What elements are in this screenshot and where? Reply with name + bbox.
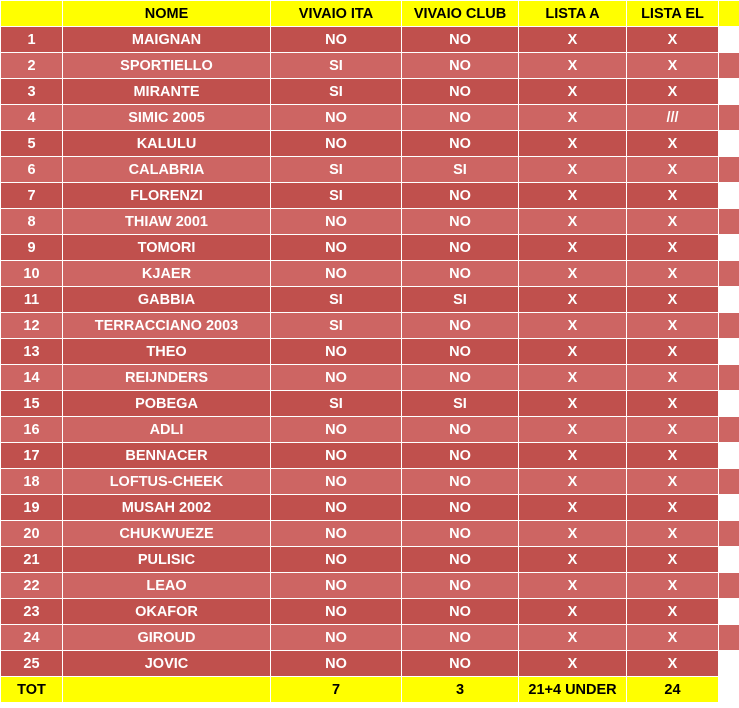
column-header-vivaio-ita: VIVAIO ITA (271, 1, 402, 27)
row-vivaio-club: NO (402, 209, 519, 235)
row-vivaio-ita: NO (271, 417, 402, 443)
row-lista-a: X (519, 105, 627, 131)
row-number: 20 (1, 521, 63, 547)
row-vivaio-club: NO (402, 131, 519, 157)
row-name: CHUKWUEZE (63, 521, 271, 547)
row-name: MUSAH 2002 (63, 495, 271, 521)
row-number: 11 (1, 287, 63, 313)
column-header-lista-el: LISTA EL (627, 1, 719, 27)
row-vivaio-ita: NO (271, 625, 402, 651)
table-row (1, 417, 739, 443)
table-row (1, 105, 739, 131)
table-row (1, 547, 739, 573)
row-vivaio-club: NO (402, 183, 519, 209)
row-number: 12 (1, 313, 63, 339)
row-number: 24 (1, 625, 63, 651)
row-tail (719, 573, 739, 599)
table-footer (1, 677, 739, 703)
row-vivaio-ita: NO (271, 599, 402, 625)
row-number: 14 (1, 365, 63, 391)
row-lista-a: X (519, 521, 627, 547)
row-name: OKAFOR (63, 599, 271, 625)
row-tail (719, 495, 739, 521)
row-vivaio-ita: SI (271, 157, 402, 183)
row-lista-a: X (519, 651, 627, 677)
row-lista-el: X (627, 79, 719, 105)
row-number: 9 (1, 235, 63, 261)
table-row (1, 469, 739, 495)
row-name: LOFTUS-CHEEK (63, 469, 271, 495)
row-name: SIMIC 2005 (63, 105, 271, 131)
row-number: 10 (1, 261, 63, 287)
row-number: 1 (1, 27, 63, 53)
row-vivaio-club: NO (402, 417, 519, 443)
row-lista-el: X (627, 573, 719, 599)
table-row (1, 53, 739, 79)
row-lista-a: X (519, 53, 627, 79)
row-tail (719, 599, 739, 625)
row-lista-el: X (627, 27, 719, 53)
row-name: TERRACCIANO 2003 (63, 313, 271, 339)
row-number: 13 (1, 339, 63, 365)
row-number: 8 (1, 209, 63, 235)
table-row (1, 157, 739, 183)
row-tail (719, 131, 739, 157)
row-name: REIJNDERS (63, 365, 271, 391)
row-lista-el: X (627, 53, 719, 79)
table-row (1, 313, 739, 339)
row-vivaio-club: SI (402, 391, 519, 417)
row-lista-el: X (627, 625, 719, 651)
row-tail (719, 209, 739, 235)
table-row (1, 521, 739, 547)
row-vivaio-club: NO (402, 469, 519, 495)
table-row (1, 625, 739, 651)
table-row (1, 391, 739, 417)
row-tail (719, 547, 739, 573)
row-lista-el: X (627, 183, 719, 209)
row-lista-el: X (627, 469, 719, 495)
row-name: THIAW 2001 (63, 209, 271, 235)
row-lista-el: X (627, 599, 719, 625)
row-tail (719, 469, 739, 495)
totals-row (1, 677, 739, 703)
row-tail (719, 261, 739, 287)
row-vivaio-club: NO (402, 573, 519, 599)
row-vivaio-ita: SI (271, 313, 402, 339)
row-number: 3 (1, 79, 63, 105)
row-vivaio-ita: NO (271, 521, 402, 547)
row-number: 25 (1, 651, 63, 677)
row-tail (719, 313, 739, 339)
table-row (1, 131, 739, 157)
row-lista-el: X (627, 209, 719, 235)
row-vivaio-ita: SI (271, 183, 402, 209)
row-vivaio-ita: NO (271, 651, 402, 677)
row-name: BENNACER (63, 443, 271, 469)
table-row (1, 261, 739, 287)
table-row (1, 573, 739, 599)
column-header-number (1, 1, 63, 27)
row-vivaio-club: NO (402, 521, 519, 547)
row-lista-a: X (519, 157, 627, 183)
row-lista-a: X (519, 417, 627, 443)
row-vivaio-club: SI (402, 287, 519, 313)
table-row (1, 183, 739, 209)
row-lista-el: X (627, 521, 719, 547)
row-vivaio-ita: NO (271, 573, 402, 599)
row-vivaio-ita: NO (271, 105, 402, 131)
row-vivaio-ita: NO (271, 495, 402, 521)
row-lista-a: X (519, 443, 627, 469)
row-name: KALULU (63, 131, 271, 157)
row-lista-el: X (627, 443, 719, 469)
row-vivaio-ita: NO (271, 469, 402, 495)
row-lista-el: X (627, 313, 719, 339)
table-row (1, 235, 739, 261)
row-lista-el: X (627, 365, 719, 391)
row-vivaio-club: NO (402, 365, 519, 391)
row-name: KJAER (63, 261, 271, 287)
row-vivaio-club: NO (402, 79, 519, 105)
row-lista-a: X (519, 469, 627, 495)
row-lista-a: X (519, 209, 627, 235)
row-lista-el: X (627, 651, 719, 677)
row-vivaio-club: NO (402, 547, 519, 573)
header-row (1, 1, 739, 27)
row-tail (719, 287, 739, 313)
row-name: PULISIC (63, 547, 271, 573)
column-header-nome: NOME (63, 1, 271, 27)
row-vivaio-club: NO (402, 625, 519, 651)
row-lista-a: X (519, 261, 627, 287)
row-vivaio-club: NO (402, 495, 519, 521)
table-row (1, 365, 739, 391)
row-lista-a: X (519, 625, 627, 651)
row-tail (719, 651, 739, 677)
table-row (1, 209, 739, 235)
row-number: 6 (1, 157, 63, 183)
row-vivaio-ita: SI (271, 53, 402, 79)
row-name: MIRANTE (63, 79, 271, 105)
row-tail (719, 391, 739, 417)
row-lista-el: X (627, 287, 719, 313)
row-number: 19 (1, 495, 63, 521)
row-lista-el: X (627, 495, 719, 521)
row-lista-el: X (627, 391, 719, 417)
totals-vivaio-club: 3 (402, 677, 519, 703)
row-vivaio-ita: NO (271, 131, 402, 157)
row-name: LEAO (63, 573, 271, 599)
row-name: THEO (63, 339, 271, 365)
row-vivaio-club: SI (402, 157, 519, 183)
row-lista-a: X (519, 391, 627, 417)
row-lista-a: X (519, 287, 627, 313)
row-vivaio-ita: NO (271, 339, 402, 365)
row-lista-a: X (519, 547, 627, 573)
row-vivaio-club: NO (402, 443, 519, 469)
row-number: 16 (1, 417, 63, 443)
row-lista-a: X (519, 183, 627, 209)
row-vivaio-ita: SI (271, 287, 402, 313)
row-tail (719, 417, 739, 443)
column-header-tail (719, 1, 739, 27)
row-lista-el: X (627, 157, 719, 183)
row-name: FLORENZI (63, 183, 271, 209)
row-lista-el: X (627, 417, 719, 443)
row-number: 4 (1, 105, 63, 131)
row-vivaio-ita: SI (271, 79, 402, 105)
row-vivaio-ita: NO (271, 209, 402, 235)
row-vivaio-club: NO (402, 599, 519, 625)
table-row (1, 287, 739, 313)
row-vivaio-club: NO (402, 339, 519, 365)
row-name: SPORTIELLO (63, 53, 271, 79)
row-number: 22 (1, 573, 63, 599)
row-vivaio-club: NO (402, 105, 519, 131)
row-number: 15 (1, 391, 63, 417)
row-vivaio-ita: NO (271, 261, 402, 287)
row-tail (719, 53, 739, 79)
row-name: JOVIC (63, 651, 271, 677)
row-number: 21 (1, 547, 63, 573)
row-name: CALABRIA (63, 157, 271, 183)
table-row (1, 339, 739, 365)
row-lista-a: X (519, 495, 627, 521)
totals-label: TOT (1, 677, 63, 703)
row-lista-a: X (519, 27, 627, 53)
table-header (1, 1, 739, 27)
row-vivaio-club: NO (402, 651, 519, 677)
table-body (1, 27, 739, 677)
totals-tail (719, 677, 739, 703)
totals-name (63, 677, 271, 703)
row-tail (719, 235, 739, 261)
row-vivaio-club: NO (402, 27, 519, 53)
row-lista-a: X (519, 599, 627, 625)
row-name: GIROUD (63, 625, 271, 651)
row-lista-a: X (519, 365, 627, 391)
row-name: MAIGNAN (63, 27, 271, 53)
row-lista-el: X (627, 547, 719, 573)
row-name: TOMORI (63, 235, 271, 261)
row-vivaio-club: NO (402, 261, 519, 287)
row-number: 7 (1, 183, 63, 209)
row-name: POBEGA (63, 391, 271, 417)
row-tail (719, 521, 739, 547)
row-tail (719, 625, 739, 651)
totals-vivaio-ita: 7 (271, 677, 402, 703)
totals-lista-a: 21+4 UNDER (519, 677, 627, 703)
row-vivaio-club: NO (402, 235, 519, 261)
row-tail (719, 183, 739, 209)
row-lista-a: X (519, 131, 627, 157)
row-tail (719, 27, 739, 53)
row-name: ADLI (63, 417, 271, 443)
row-tail (719, 443, 739, 469)
table-row (1, 599, 739, 625)
row-vivaio-ita: SI (271, 391, 402, 417)
row-lista-el: X (627, 235, 719, 261)
column-header-vivaio-club: VIVAIO CLUB (402, 1, 519, 27)
table-row (1, 651, 739, 677)
column-header-lista-a: LISTA A (519, 1, 627, 27)
row-number: 23 (1, 599, 63, 625)
row-vivaio-club: NO (402, 313, 519, 339)
row-lista-a: X (519, 79, 627, 105)
row-tail (719, 105, 739, 131)
row-lista-el: X (627, 261, 719, 287)
row-tail (719, 339, 739, 365)
row-lista-a: X (519, 339, 627, 365)
row-vivaio-ita: NO (271, 235, 402, 261)
row-number: 18 (1, 469, 63, 495)
row-tail (719, 157, 739, 183)
row-vivaio-ita: NO (271, 27, 402, 53)
row-lista-el: /// (627, 105, 719, 131)
table-row (1, 79, 739, 105)
row-tail (719, 79, 739, 105)
row-vivaio-ita: NO (271, 443, 402, 469)
row-number: 17 (1, 443, 63, 469)
row-number: 5 (1, 131, 63, 157)
row-vivaio-club: NO (402, 53, 519, 79)
row-lista-el: X (627, 131, 719, 157)
row-lista-a: X (519, 573, 627, 599)
totals-lista-el: 24 (627, 677, 719, 703)
row-vivaio-ita: NO (271, 547, 402, 573)
bottom-spacer (0, 703, 739, 708)
row-vivaio-ita: NO (271, 365, 402, 391)
row-lista-a: X (519, 235, 627, 261)
row-tail (719, 365, 739, 391)
row-lista-a: X (519, 313, 627, 339)
table-row (1, 443, 739, 469)
row-number: 2 (1, 53, 63, 79)
row-lista-el: X (627, 339, 719, 365)
row-name: GABBIA (63, 287, 271, 313)
table-row (1, 495, 739, 521)
table-row (1, 27, 739, 53)
